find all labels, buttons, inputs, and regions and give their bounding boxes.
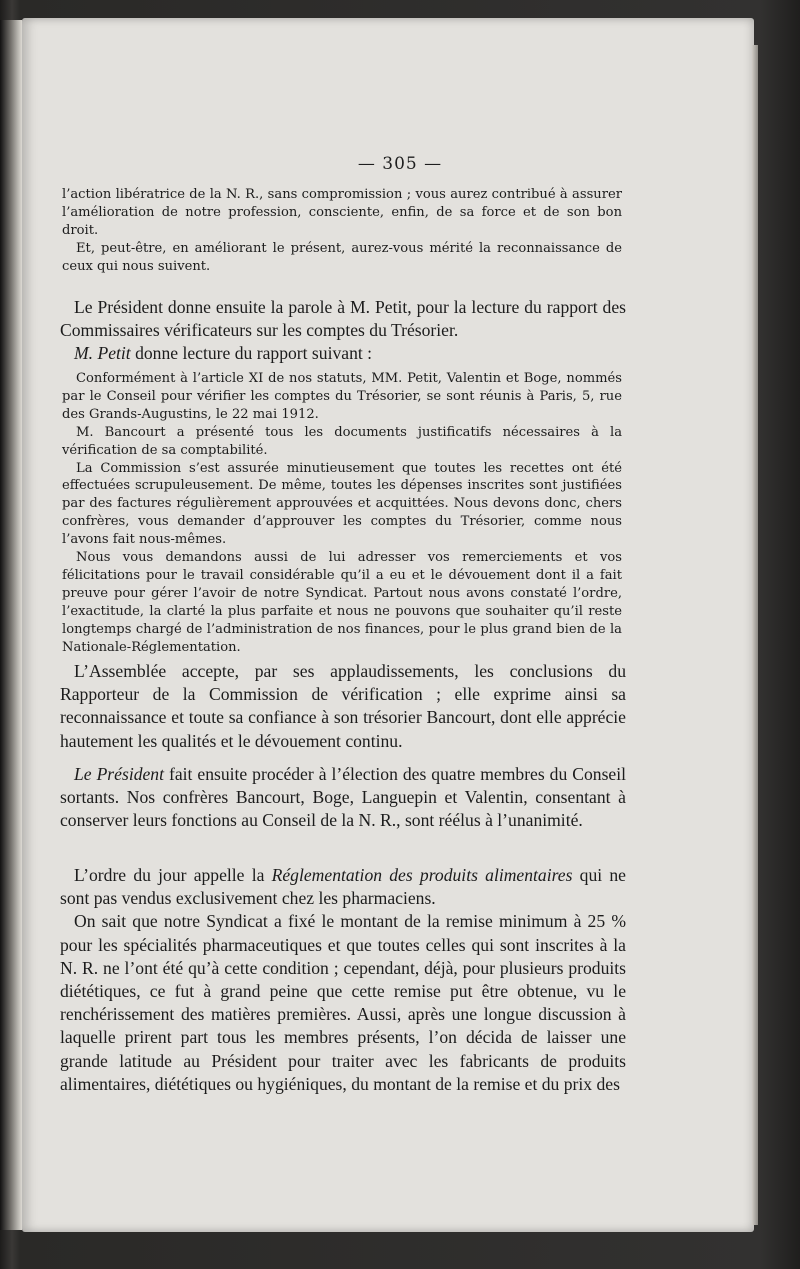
paragraph-remerciements: Nous vous demandons aussi de lui adresser vos remerciements et vos félicitations pour le travail considérable qu’il a eu et le dévouement dont il a fait preuve pour gérer l’avoir de notre Syndicat. Partout nous avons constaté l’ordre, l’exactitude, la clarté la plus parfaite et nous ne pouvons que souhaiter qu’il reste longtemps chargé de l’administration de nos finances, pour le plus grand bien de la Nationale-Réglementation. — [62, 550, 622, 655]
paragraph-bancourt: M. Bancourt a présenté tous les documents justificatifs nécessaires à la vérification de sa comptabilité. — [62, 424, 622, 458]
president-title: Le Président — [74, 764, 164, 784]
paragraph-ordre-du-jour — [60, 864, 626, 910]
auditors-report — [62, 370, 622, 657]
report-introduction — [60, 296, 626, 366]
paragraph-remise: On sait que notre Syndicat a fixé le montant de la remise minimum à 25 % pour les spécialités pharmaceutiques et que toutes celles qui sont inscrites à la N. R. ne l’ont été qu’à cette condition ; cependant, déjà, pour plusieurs produits diététiques, ce fut à grand peine que cette remise put être obtenue, vu le renchérissement des matières premières. Aussi, après une longue discussion à laquelle prirent part tous les membres présents, l’on décida de laisser une grande latitude au Président pour traiter avec les fabricants de produits alimentaires, diététiques ou hygiéniques, du montant de la remise et du prix des — [60, 911, 626, 1094]
page-edge — [752, 45, 758, 1225]
election-text: fait ensuite procéder à l’élection des quatre membres du Conseil sortants. Nos confrères Bancourt, Boge, Languepin et Valentin, consentant à conserver leurs fonctions au Conseil de la N. R., sont réélus à l’unanimité. — [60, 764, 627, 831]
paragraph-election — [60, 763, 626, 833]
speaker-name: M. Petit — [74, 343, 131, 364]
paragraph-commission: La Commission s’est assurée minutieusement que toutes les recettes ont été effectuées scrupuleusement. De même, toutes les dépenses inscrites sont justifiées par des factures régulièrement approuvées et acquittées. Nous devons donc, chers confrères, vous demander d’approuver les comptes du Trésorier, comme nous l’avons fait nous-mêmes. — [62, 460, 622, 548]
ordre-start: L’ordre du jour appelle la — [74, 865, 272, 885]
council-election — [60, 763, 626, 833]
food-products-regulation — [60, 864, 626, 1096]
paragraph-reconnaissance: Et, peut-être, en améliorant le présent, aurez-vous mérité la reconnaissance de ceux qui nous suivent. — [62, 240, 622, 274]
regulation-title: Réglementation des produits alimentaires — [271, 865, 573, 885]
lecture-text: donne lecture du rapport suivant : — [130, 343, 373, 364]
paragraph-president-parole: Le Président donne ensuite la parole à M. Petit, pour la lecture du rapport des Commissaires vérificateurs sur les comptes du Trésorier. — [60, 297, 626, 341]
assembly-approval — [60, 660, 626, 753]
paragraph-assemblee: L’Assemblée accepte, par ses applaudissements, les conclusions du Rapporteur de la Commission de vérification ; elle exprime ainsi sa reconnaissance et toute sa confiance à son trésorier Bancourt, dont elle apprécie hautement les qualités et le dévouement continu. — [60, 661, 626, 751]
speech-conclusion — [62, 186, 622, 276]
paragraph-liberatrice: l’action libératrice de la N. R., sans compromission ; vous aurez contribué à assurer l’amélioration de notre profession, consciente, enfin, de sa force et de son bon droit. — [62, 187, 622, 238]
paragraph-lecture-rapport — [60, 342, 626, 365]
paragraph-conformement: Conformément à l’article XI de nos statuts, MM. Petit, Valentin et Boge, nommés par le Conseil pour vérifier les comptes du Trésorier, se sont réunis à Paris, 5, rue des Grands-Augustins, le 22 mai 1912. — [62, 371, 622, 422]
ordre-rest: qui ne sont pas vendus exclusivement chez les pharmaciens. — [60, 865, 626, 909]
page-number: — 305 — — [357, 154, 443, 174]
binding-edge — [0, 20, 22, 1230]
